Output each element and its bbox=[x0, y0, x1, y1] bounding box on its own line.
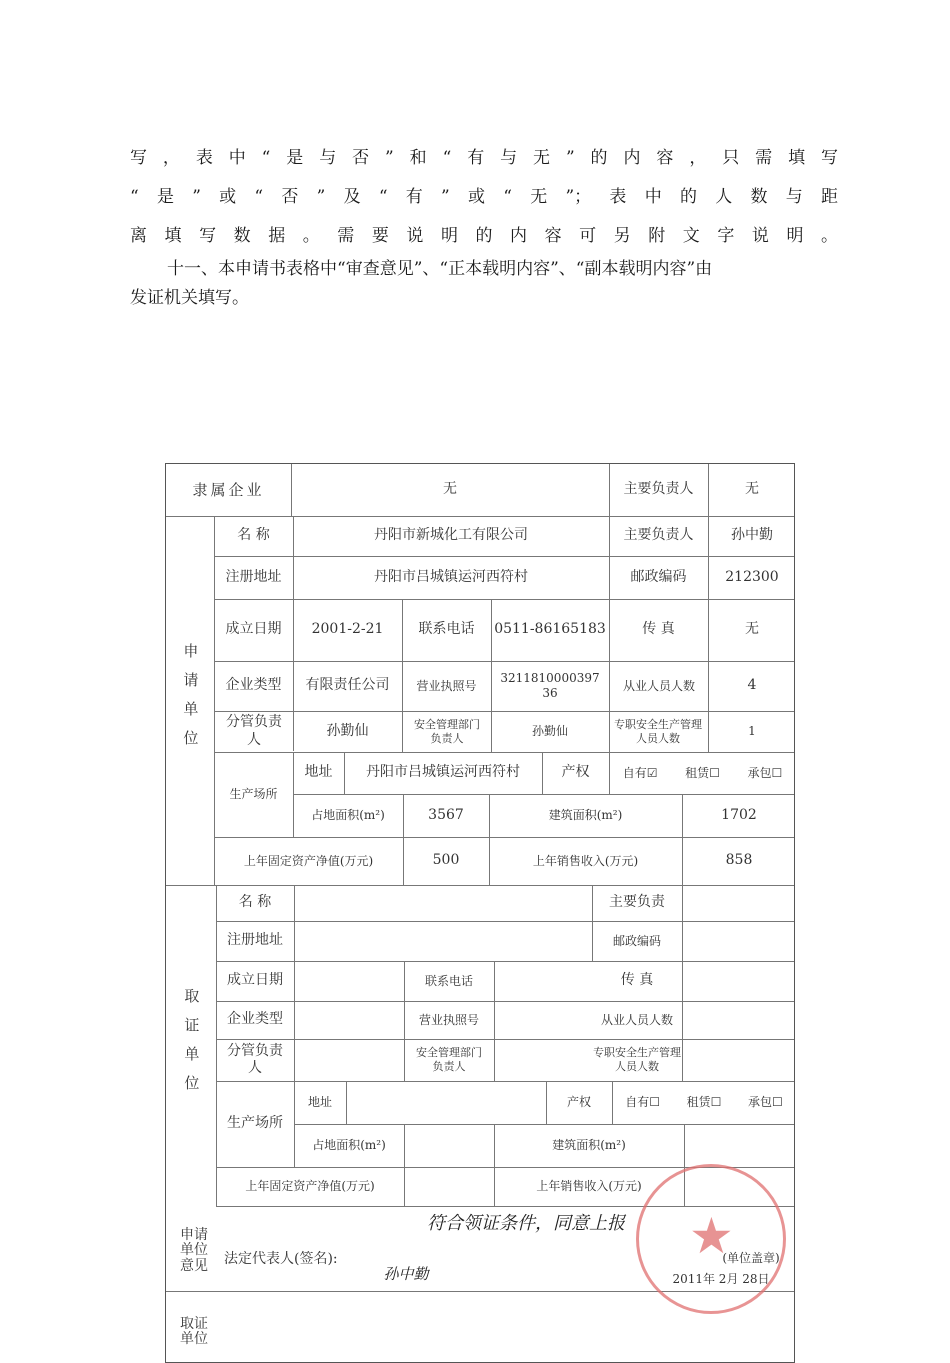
cert-safety-head-label: 安全管理部门负责人 bbox=[416, 1046, 482, 1073]
cert-type-label: 企业类型 bbox=[227, 1011, 283, 1028]
applicant-staff-label: 从业人员人数 bbox=[622, 678, 695, 693]
applicant-build-area: 1702 bbox=[721, 806, 757, 823]
cert-staff-label: 从业人员人数 bbox=[600, 1012, 673, 1027]
cert-fax-label: 传 真 bbox=[620, 972, 654, 989]
cert-property-own: 自有☐ bbox=[625, 1095, 661, 1109]
intro-para-11: 十一、本申请书表格中“审查意见”、“正本载明内容”、“副本载明内容”由 bbox=[167, 259, 713, 279]
opinion-section-label: 申请单位意见 bbox=[180, 1226, 208, 1274]
intro-line-2: “是”或“否”及“有”或“无”；表中的人数与距 bbox=[130, 187, 838, 207]
cert-site-addr-label: 地址 bbox=[307, 1095, 332, 1109]
legal-rep-label: 法定代表人(签名): bbox=[224, 1251, 338, 1268]
applicant-phone-label: 联系电话 bbox=[418, 621, 475, 638]
applicant-type: 有限责任公司 bbox=[305, 677, 390, 694]
applicant-est-date: 2001-2-21 bbox=[311, 621, 384, 638]
applicant-sales-label: 上年销售收入(万元) bbox=[532, 853, 639, 868]
cert-name-label: 名 称 bbox=[238, 894, 272, 911]
affiliated-value: 无 bbox=[443, 481, 457, 498]
cert-site-label: 生产场所 bbox=[227, 1115, 283, 1132]
affiliated-head-value: 无 bbox=[745, 481, 759, 498]
applicant-manager-label: 分管负责人 bbox=[226, 714, 282, 748]
cert-section-label: 取证单位 bbox=[182, 988, 201, 1104]
applicant-name: 丹阳市新城化工有限公司 bbox=[374, 527, 528, 544]
applicant-phone: 0511-86165183 bbox=[494, 621, 606, 638]
cert-est-date-label: 成立日期 bbox=[227, 972, 283, 989]
affiliated-head-label: 主要负责人 bbox=[623, 481, 694, 498]
applicant-type-label: 企业类型 bbox=[225, 677, 282, 694]
applicant-safety-head-label: 安全管理部门负责人 bbox=[414, 717, 480, 745]
cert-phone-label: 联系电话 bbox=[424, 973, 473, 988]
applicant-site-addr: 丹阳市吕城镇运河西符村 bbox=[366, 764, 520, 781]
seal-star-icon: ★ bbox=[689, 1207, 734, 1265]
applicant-manager: 孙勤仙 bbox=[326, 722, 369, 739]
cert-postcode-label: 邮政编码 bbox=[612, 933, 661, 948]
applicant-assets-label: 上年固定资产净值(万元) bbox=[243, 853, 374, 868]
cert-land-area-label: 占地面积(m²) bbox=[312, 1138, 386, 1152]
applicant-property-label: 产权 bbox=[561, 764, 590, 781]
applicant-build-area-label: 建筑面积(m²) bbox=[548, 808, 623, 822]
applicant-safety-head: 孙勤仙 bbox=[531, 724, 568, 738]
cert-property-rent: 租赁☐ bbox=[686, 1095, 722, 1109]
applicant-license-label: 营业执照号 bbox=[416, 678, 477, 693]
cert-manager-label: 分管负责人 bbox=[227, 1042, 283, 1076]
intro-text bbox=[130, 142, 838, 313]
applicant-property-contract: 承包☐ bbox=[747, 765, 783, 780]
applicant-safety-staff-label: 专职安全生产管理人员人数 bbox=[614, 717, 702, 745]
applicant-assets: 500 bbox=[432, 852, 460, 869]
affiliated-label: 隶属企业 bbox=[192, 480, 265, 499]
applicant-land-area-label: 占地面积(m²) bbox=[311, 808, 385, 822]
applicant-section-label: 申请单位 bbox=[181, 643, 200, 759]
applicant-postcode-label: 邮政编码 bbox=[630, 568, 687, 585]
applicant-est-date-label: 成立日期 bbox=[225, 621, 282, 638]
applicant-sales: 858 bbox=[725, 852, 753, 869]
applicant-license: 321181000039736 bbox=[500, 671, 600, 700]
opinion-handwritten: 符合领证条件，同意上报 bbox=[427, 1212, 625, 1234]
cert-property-contract: 承包☐ bbox=[747, 1095, 783, 1109]
cert-safety-staff-label: 专职安全生产管理人员人数 bbox=[593, 1046, 681, 1073]
intro-para-11-cont: 发证机关填写。 bbox=[130, 288, 249, 308]
seal-label: (单位盖章) bbox=[722, 1250, 780, 1265]
application-form bbox=[165, 463, 795, 1363]
cert-property-label: 产权 bbox=[566, 1095, 591, 1109]
cert-reg-addr-label: 注册地址 bbox=[227, 932, 283, 949]
legal-rep-signature: 孙中勤 bbox=[383, 1264, 429, 1283]
cert-assets-label: 上年固定资产净值(万元) bbox=[245, 1179, 375, 1193]
applicant-site-addr-label: 地址 bbox=[304, 764, 333, 781]
applicant-postcode: 212300 bbox=[725, 568, 779, 585]
applicant-staff: 4 bbox=[747, 677, 757, 694]
applicant-property-rent: 租赁☐ bbox=[685, 765, 720, 780]
opinion-date: 2011年 2月 28日 bbox=[672, 1271, 770, 1286]
applicant-property-options bbox=[609, 752, 795, 794]
cert-sales-label: 上年销售收入(万元) bbox=[536, 1179, 642, 1193]
applicant-reg-addr-label: 注册地址 bbox=[225, 568, 282, 585]
applicant-property-own: 自有☑ bbox=[622, 765, 658, 780]
cert-head-label: 主要负责 bbox=[609, 894, 665, 911]
applicant-head: 孙中勤 bbox=[731, 527, 773, 544]
applicant-name-label: 名 称 bbox=[237, 527, 270, 544]
company-seal bbox=[636, 1164, 786, 1314]
applicant-reg-addr: 丹阳市吕城镇运河西符村 bbox=[374, 568, 528, 585]
intro-line-1: 写，表中“是与否”和“有与无”的内容，只需填写 bbox=[130, 148, 838, 168]
cert-property-options bbox=[612, 1081, 795, 1124]
cert-build-area-label: 建筑面积(m²) bbox=[552, 1138, 626, 1152]
applicant-head-label: 主要负责人 bbox=[623, 527, 694, 544]
cert-opinion-section-label: 取证单位 bbox=[180, 1315, 208, 1347]
applicant-site-label: 生产场所 bbox=[229, 787, 278, 801]
applicant-safety-staff: 1 bbox=[748, 724, 756, 738]
cert-license-label: 营业执照号 bbox=[418, 1012, 479, 1027]
applicant-fax: 无 bbox=[745, 621, 759, 638]
applicant-land-area: 3567 bbox=[428, 806, 464, 823]
intro-line-3: 离填写数据。需要说明的内容可另附文字说明。 bbox=[130, 226, 838, 246]
applicant-fax-label: 传 真 bbox=[642, 621, 675, 638]
